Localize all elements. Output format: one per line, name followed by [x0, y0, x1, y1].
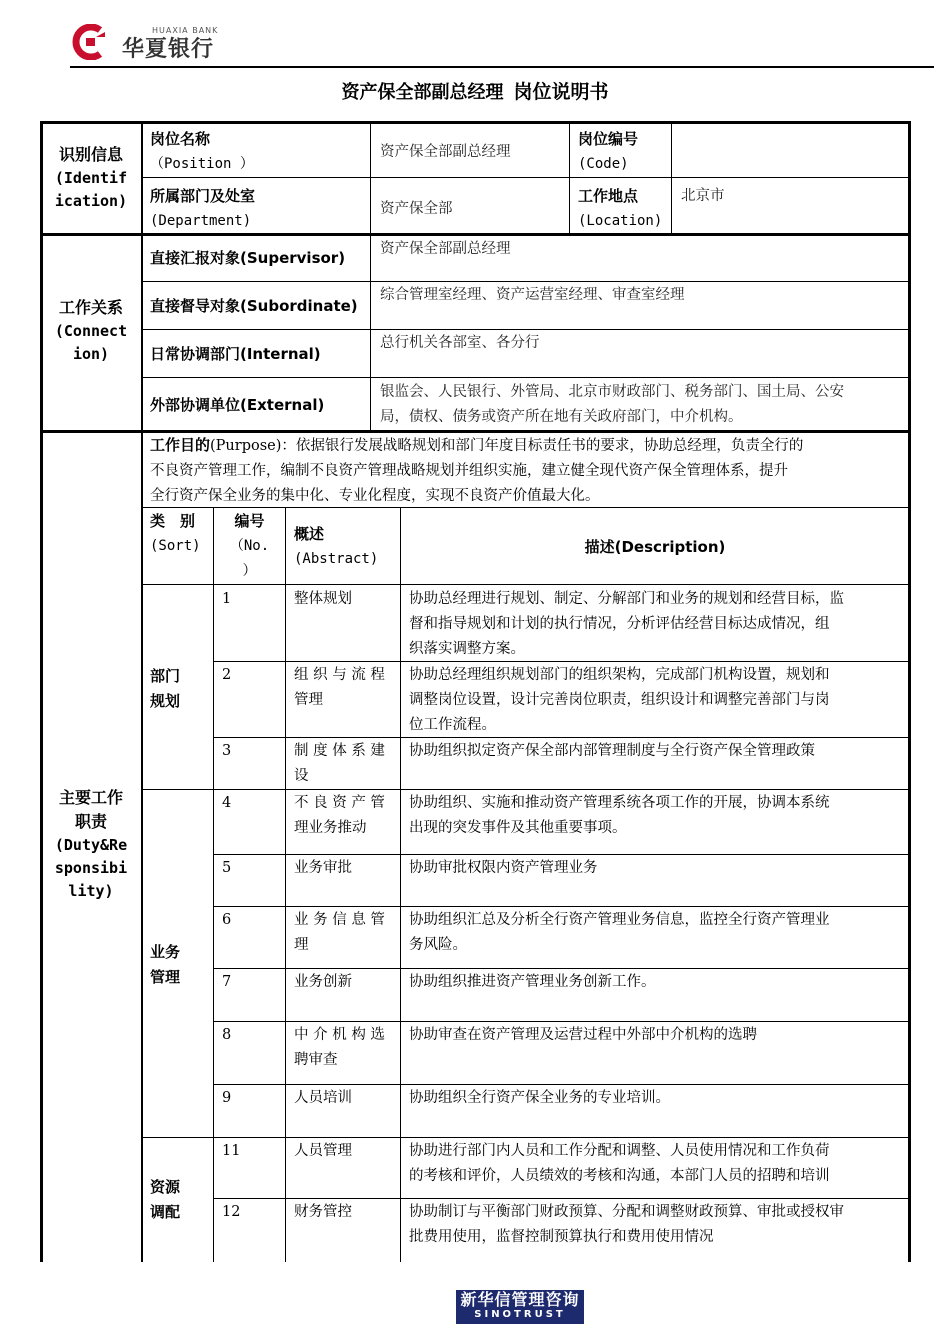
- position-label: 岗位名称 （Position ）: [150, 130, 254, 172]
- department-label: 所属部门及处室 (Department): [150, 187, 256, 229]
- title-main: 资产保全部副总经理: [341, 82, 504, 103]
- duty-row-description: 协助审批权限内资产管理业务: [409, 860, 598, 876]
- duty-row-no: 9: [222, 1090, 232, 1106]
- header-no: 编号 （No. ）: [229, 512, 270, 579]
- group-label-resources: 资源 调配: [150, 1178, 181, 1221]
- duty-row-no: 8: [222, 1027, 232, 1043]
- connection-section-label: 工作关系 (Connect ion): [54, 298, 128, 363]
- duty-row-abstract: 业务创新: [294, 974, 352, 990]
- duty-row-abstract: 中 介 机 构 选 聘审查: [294, 1027, 385, 1068]
- duty-row-no: 11: [222, 1143, 241, 1159]
- duty-row-abstract: 人员培训: [294, 1090, 352, 1106]
- duty-row-abstract: 制 度 体 系 建 设: [294, 743, 385, 784]
- document-title: [0, 77, 950, 104]
- duty-row-no: 4: [222, 795, 232, 811]
- group-label-business: 业务 管理: [150, 943, 181, 986]
- duty-row-description: 协助组织、实施和推动资产管理系统各项工作的开展，协调本系统 出现的突发事件及其他重要事项。: [409, 795, 830, 836]
- department-value: 资产保全部: [380, 201, 453, 217]
- duty-row-abstract: 业 务 信 息 管 理: [294, 912, 385, 953]
- work-purpose: 工作目的(Purpose)：依据银行发展战略规划和部门年度目标责任书的要求，协助总经理，负责全行的 不良资产管理工作，编制不良资产管理战略规划并组织实施，建立健全现代资产保全管理体系，提升 全行资产保全业务的集中化、专业化程度，实现不良资产价值最大化。: [150, 436, 804, 504]
- header-description: 描述(Description): [584, 538, 726, 556]
- external-value: 银监会、人民银行、外管局、北京市财政部门、税务部门、国土局、公安 局，债权、债务或资产所在地有关政府部门，中介机构。: [380, 384, 844, 425]
- supervisor-value: 资产保全部副总经理: [380, 241, 511, 257]
- duty-row-no: 3: [222, 743, 232, 759]
- duty-row-no: 2: [222, 667, 232, 683]
- duty-row-abstract: 财务管控: [294, 1204, 352, 1220]
- header-divider: [70, 66, 934, 68]
- internal-value: 总行机关各部室、各分行: [380, 335, 540, 351]
- supervisor-label: 直接汇报对象(Supervisor): [150, 249, 346, 267]
- duty-row-abstract: 人员管理: [294, 1143, 352, 1159]
- duty-row-abstract: 不 良 资 产 管 理业务推动: [294, 795, 385, 836]
- duty-row-abstract: 整体规划: [294, 591, 352, 607]
- subordinate-label: 直接督导对象(Subordinate): [150, 297, 358, 315]
- duty-row-no: 6: [222, 912, 232, 928]
- title-suffix: 岗位说明书: [513, 81, 609, 103]
- location-label: 工作地点 (Location): [578, 187, 663, 229]
- code-label: 岗位编号 (Code): [578, 130, 639, 172]
- group-label-planning: 部门 规划: [150, 667, 181, 710]
- duty-row-description: 协助组织汇总及分析全行资产管理业务信息，监控全行资产管理业 务风险。: [409, 912, 830, 953]
- huaxia-bank-logo-icon: [72, 24, 110, 60]
- sinotrust-logo: 新华信管理咨询 SINOTRUST: [456, 1290, 584, 1324]
- bank-name-cn: 华夏银行: [122, 37, 215, 62]
- duty-row-description: 协助审查在资产管理及运营过程中外部中介机构的选聘: [409, 1027, 757, 1043]
- duty-row-abstract: 组 织 与 流 程 管理: [294, 667, 385, 708]
- header-abstract: 概述 (Abstract): [294, 525, 379, 567]
- location-value: 北京市: [681, 188, 725, 204]
- header-sort: 类 别 (Sort): [150, 512, 201, 554]
- position-value: 资产保全部副总经理: [380, 144, 511, 160]
- duty-row-description: 协助制订与平衡部门财政预算、分配和调整财政预算、审批或授权审 批费用使用，监督控制预算执行和费用使用情况: [409, 1204, 844, 1245]
- duty-row-abstract: 业务审批: [294, 860, 352, 876]
- duty-row-description: 协助总经理进行规划、制定、分解部门和业务的规划和经营目标，监 督和指导规划和计划的执行情况，分析评估经营目标达成情况，组 织落实调整方案。: [409, 591, 844, 657]
- duty-section-label: 主要工作 职责 (Duty&Re sponsibi lity): [54, 788, 128, 900]
- bank-name-en: HUAXIA BANK: [152, 26, 219, 35]
- duty-row-no: 5: [222, 860, 232, 876]
- page-header: [0, 0, 950, 70]
- subordinate-value: 综合管理室经理、资产运营室经理、审查室经理: [380, 287, 685, 303]
- duty-row-no: 1: [222, 591, 232, 607]
- identification-section-label: 识别信息 (Identif ication): [54, 145, 128, 210]
- external-label: 外部协调单位(External): [150, 396, 325, 414]
- duty-row-no: 12: [222, 1204, 241, 1220]
- duty-row-description: 协助总经理组织规划部门的组织架构，完成部门机构设置，规划和 调整岗位设置，设计完善岗位职责，组织设计和调整完善部门与岗 位工作流程。: [409, 667, 830, 733]
- duty-row-description: 协助组织全行资产保全业务的专业培训。: [409, 1090, 670, 1106]
- duty-row-description: 协助进行部门内人员和工作分配和调整、人员使用情况和工作负荷 的考核和评价，人员绩效的考核和沟通，本部门人员的招聘和培训: [409, 1143, 830, 1184]
- duty-row-no: 7: [222, 974, 232, 990]
- duty-row-description: 协助组织拟定资产保全部内部管理制度与全行资产保全管理政策: [409, 743, 815, 759]
- internal-label: 日常协调部门(Internal): [150, 345, 321, 363]
- duty-row-description: 协助组织推进资产管理业务创新工作。: [409, 974, 656, 990]
